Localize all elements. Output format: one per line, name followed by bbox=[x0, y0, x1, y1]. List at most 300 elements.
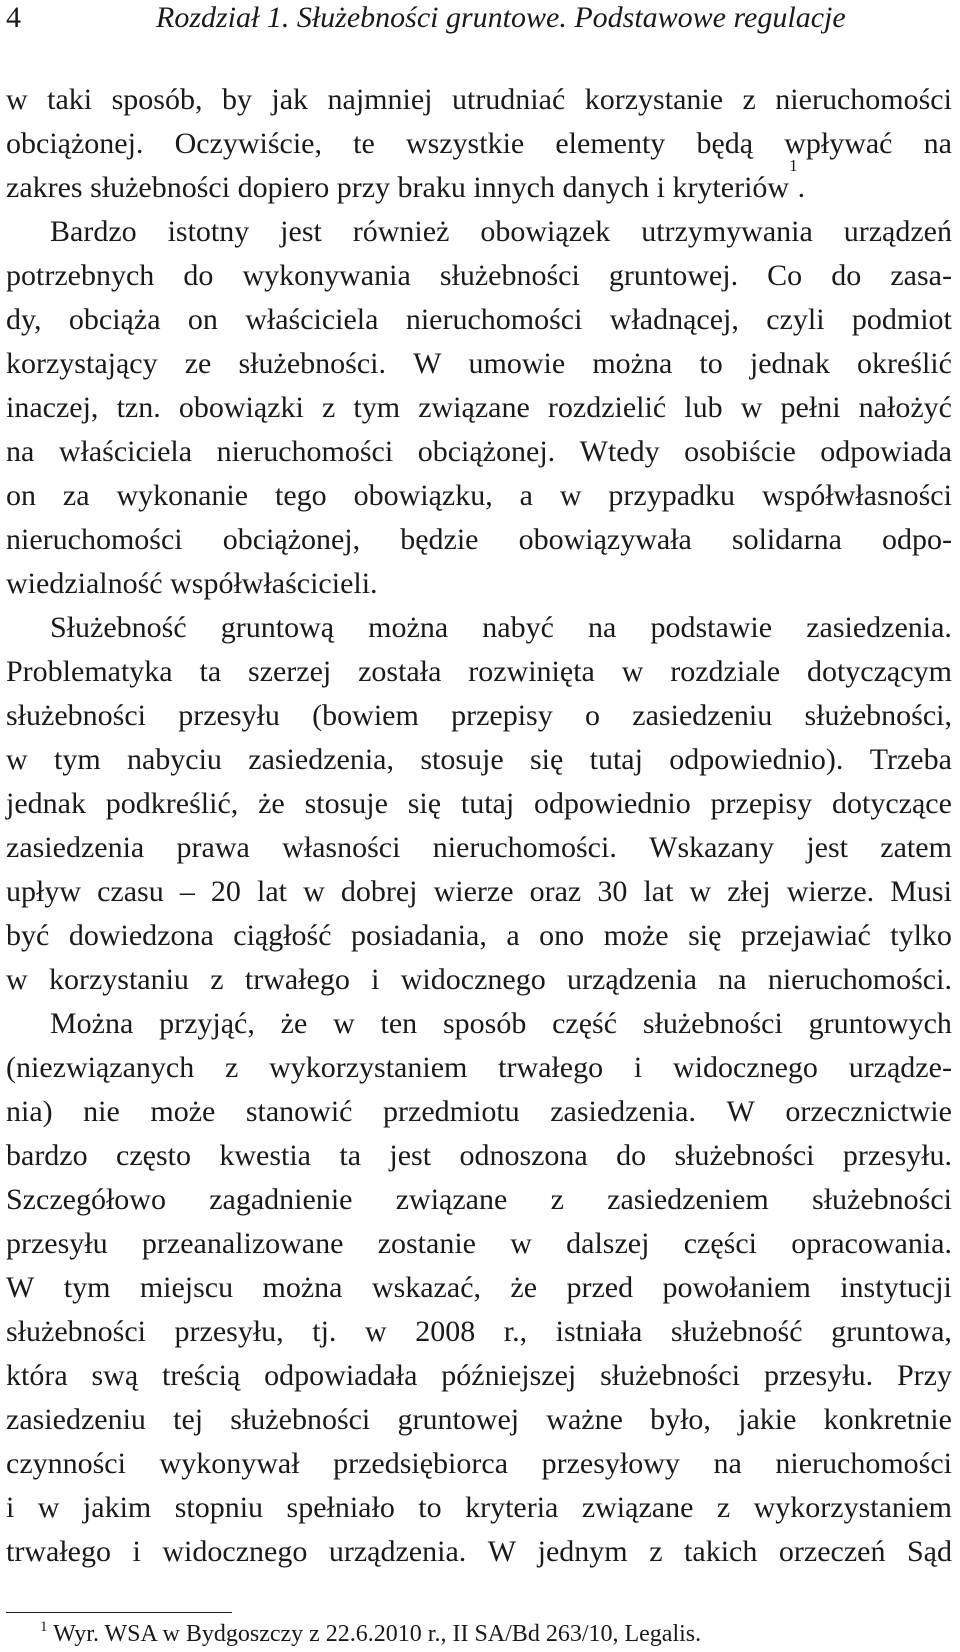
word: szerzej bbox=[247, 655, 332, 688]
word: prawa bbox=[176, 831, 250, 864]
word: tutaj bbox=[589, 743, 643, 776]
word: w bbox=[510, 1227, 532, 1260]
word: w bbox=[621, 655, 644, 688]
word: odpowiada bbox=[820, 435, 952, 468]
word: w bbox=[6, 743, 28, 776]
word: że bbox=[280, 1007, 308, 1040]
word: dotyczącym bbox=[806, 655, 952, 688]
word: w bbox=[689, 875, 712, 908]
word: wskazać, bbox=[371, 1271, 482, 1304]
word: w bbox=[6, 963, 28, 996]
word: widocznego bbox=[162, 1535, 308, 1568]
text-line bbox=[6, 342, 952, 386]
word: 30 bbox=[597, 875, 628, 908]
text-line bbox=[6, 1442, 952, 1486]
word: stanowić bbox=[245, 1095, 353, 1128]
word: związane bbox=[395, 1183, 508, 1216]
word: trwałego bbox=[6, 1535, 111, 1568]
word: w bbox=[364, 1315, 387, 1348]
word: wykorzystaniem bbox=[269, 1051, 468, 1084]
word: powołaniem bbox=[662, 1271, 811, 1304]
word: orzecznictwie bbox=[785, 1095, 952, 1128]
word: tym bbox=[353, 391, 401, 424]
text-line bbox=[6, 1486, 952, 1530]
word: tym bbox=[63, 1271, 111, 1304]
word: odpowiednio). bbox=[669, 743, 844, 776]
footnote bbox=[40, 1620, 701, 1648]
word: nieruchomości bbox=[216, 435, 394, 468]
word: trwałego bbox=[498, 1051, 604, 1084]
word: obowiązku, bbox=[353, 479, 493, 512]
word: ten bbox=[380, 1007, 418, 1040]
word: można bbox=[368, 611, 449, 644]
word: część bbox=[552, 1007, 618, 1040]
word: która bbox=[6, 1359, 68, 1392]
word: umowie bbox=[468, 347, 566, 380]
word: wszystkie bbox=[405, 127, 525, 160]
word: nieruchomości bbox=[6, 523, 183, 556]
text-line bbox=[6, 156, 952, 210]
word: w bbox=[559, 479, 582, 512]
word: upływ bbox=[6, 875, 81, 908]
footnote-reference: 1 bbox=[789, 156, 798, 175]
word: taki bbox=[47, 83, 93, 116]
word: z bbox=[742, 83, 756, 116]
word: została bbox=[358, 655, 442, 688]
word: na bbox=[923, 127, 952, 160]
word: zagadnienie bbox=[209, 1183, 353, 1216]
word: zasiedzenia. bbox=[806, 611, 952, 644]
word: utrudniać bbox=[451, 83, 566, 116]
word: posiadania, bbox=[351, 919, 487, 952]
text-line bbox=[6, 474, 952, 518]
page-number: 4 bbox=[6, 1, 21, 34]
text-line bbox=[6, 1178, 952, 1222]
word: własności bbox=[282, 831, 401, 864]
word: konkretnie bbox=[823, 1403, 952, 1436]
text-line bbox=[6, 518, 952, 562]
word: związane bbox=[581, 1491, 694, 1524]
word: potrzebnych bbox=[6, 259, 155, 292]
word: wykonywał bbox=[159, 1447, 300, 1480]
word: jednym bbox=[537, 1535, 628, 1568]
footnote-text: Wyr. WSA w Bydgoszczy z 22.6.2010 r., II SA/Bd 263/10, Legalis. bbox=[47, 1621, 702, 1647]
text-line bbox=[6, 1134, 952, 1178]
page-header bbox=[6, 0, 952, 40]
word: stosuje bbox=[420, 743, 504, 776]
word: tutaj bbox=[460, 787, 515, 820]
word: nabyć bbox=[482, 611, 554, 644]
word: obowiązywała bbox=[518, 523, 692, 556]
word: (niezwiązanych bbox=[6, 1051, 195, 1084]
text-line bbox=[6, 1398, 952, 1442]
word: bardzo bbox=[6, 1139, 88, 1172]
word: 2008 bbox=[415, 1315, 476, 1348]
word: opracowania. bbox=[791, 1227, 952, 1260]
word: zasiedzenia. bbox=[550, 1095, 696, 1128]
word: nieruchomości bbox=[775, 83, 952, 116]
word: w bbox=[303, 875, 325, 908]
word: służebności bbox=[6, 1315, 146, 1348]
word: części bbox=[683, 1227, 757, 1260]
text-line bbox=[6, 782, 952, 826]
word: ze bbox=[184, 347, 212, 380]
word: z bbox=[649, 1535, 663, 1568]
word: lub bbox=[684, 391, 723, 424]
word: wierze bbox=[433, 875, 514, 908]
word: może bbox=[603, 919, 669, 952]
word: Problematyka bbox=[6, 655, 173, 688]
text-line bbox=[6, 1354, 952, 1398]
word: za bbox=[62, 479, 90, 512]
word: podmiot bbox=[851, 303, 952, 336]
text-line bbox=[6, 1002, 952, 1046]
word: te bbox=[353, 127, 375, 160]
word: na bbox=[6, 435, 35, 468]
word: w bbox=[333, 1007, 355, 1040]
text-line bbox=[6, 1222, 952, 1266]
word: wpływać bbox=[784, 127, 893, 160]
word: i bbox=[132, 1535, 141, 1568]
word: z bbox=[716, 1491, 731, 1524]
word: przedsiębiorca bbox=[333, 1447, 509, 1480]
word: właściciela bbox=[58, 435, 193, 468]
word: przesyłu bbox=[6, 1227, 108, 1260]
word: zostanie bbox=[377, 1227, 476, 1260]
word: wierze. bbox=[786, 875, 875, 908]
word: rozwinięta bbox=[468, 655, 595, 688]
word: jednak bbox=[6, 787, 86, 820]
word: Musi bbox=[890, 875, 952, 908]
word: podkreślić, bbox=[105, 787, 239, 820]
word: W bbox=[487, 1535, 517, 1568]
word: dobrej bbox=[340, 875, 418, 908]
word: i bbox=[633, 1051, 643, 1084]
word: przesyłu. bbox=[842, 1139, 952, 1172]
word: być bbox=[6, 919, 50, 952]
word: obciążonej. bbox=[6, 127, 144, 160]
word: na bbox=[718, 963, 747, 996]
word: z bbox=[550, 1183, 564, 1216]
word: służebności bbox=[812, 1183, 952, 1216]
word: dy, bbox=[6, 303, 42, 336]
word: i bbox=[371, 963, 380, 996]
word: (bowiem bbox=[312, 699, 419, 732]
word: dotyczące bbox=[832, 787, 952, 820]
word: instytucji bbox=[840, 1271, 952, 1304]
word: służebności bbox=[600, 1359, 741, 1392]
word: ciągłość bbox=[233, 919, 332, 952]
word: służebności bbox=[674, 1139, 815, 1172]
word: w bbox=[740, 391, 763, 424]
word: treścią bbox=[162, 1359, 241, 1392]
text-line bbox=[6, 1310, 952, 1354]
word: przesyłu. bbox=[763, 1359, 874, 1392]
word: lat bbox=[257, 875, 287, 908]
word: przedmiotu bbox=[383, 1095, 520, 1128]
word: nieruchomości. bbox=[432, 831, 617, 864]
word: w bbox=[6, 83, 28, 116]
word: nałożyć bbox=[858, 391, 952, 424]
word: podstawie bbox=[650, 611, 773, 644]
word: Przy bbox=[896, 1359, 952, 1392]
word: zasiedzenia, bbox=[248, 743, 394, 776]
word: współwłasności bbox=[761, 479, 952, 512]
word: to bbox=[418, 1491, 442, 1524]
word: korzystający bbox=[6, 347, 158, 380]
word: rozdziale bbox=[670, 655, 781, 688]
text-line bbox=[6, 958, 952, 1002]
word: a bbox=[519, 479, 533, 512]
word: przepisy bbox=[451, 699, 553, 732]
word: tj. bbox=[312, 1315, 337, 1348]
word: istniała bbox=[555, 1315, 643, 1348]
text-line bbox=[6, 1046, 952, 1090]
word: o bbox=[585, 699, 601, 732]
word: późniejszej bbox=[441, 1359, 577, 1392]
text-line bbox=[6, 870, 952, 914]
word: swą bbox=[91, 1359, 139, 1392]
word: Bardzo bbox=[50, 215, 137, 248]
word: Można bbox=[50, 1007, 134, 1040]
word: nieruchomości bbox=[775, 1447, 952, 1480]
word: urządzenia bbox=[567, 963, 697, 996]
word: przepisy bbox=[710, 787, 813, 820]
text-line bbox=[6, 298, 952, 342]
word: gruntowych bbox=[808, 1007, 952, 1040]
word: rozdzielić bbox=[547, 391, 667, 424]
word: Oczywiście, bbox=[174, 127, 322, 160]
word: gruntowa, bbox=[831, 1315, 952, 1348]
word: Służebność bbox=[50, 611, 187, 644]
word: odpowiadała bbox=[264, 1359, 418, 1392]
word: złej bbox=[727, 875, 771, 908]
word: na bbox=[713, 1447, 742, 1480]
word: spełniało bbox=[286, 1491, 395, 1524]
word: utrzymywania bbox=[641, 215, 813, 248]
text-line bbox=[6, 562, 952, 606]
word: kwestia bbox=[219, 1139, 311, 1172]
word: jednak bbox=[749, 347, 830, 380]
word: miejscu bbox=[139, 1271, 234, 1304]
word: oraz bbox=[529, 875, 582, 908]
word: sposób bbox=[442, 1007, 527, 1040]
word: zasiedzenia bbox=[6, 831, 145, 864]
word: najmniej bbox=[327, 83, 433, 116]
word: służebności, bbox=[804, 699, 952, 732]
word: przesyłu bbox=[178, 699, 280, 732]
word: ono bbox=[539, 919, 585, 952]
word: W bbox=[6, 1271, 35, 1304]
word: do bbox=[183, 259, 214, 292]
word: również bbox=[352, 215, 450, 248]
word: zasiedzeniem bbox=[607, 1183, 769, 1216]
word: ta bbox=[199, 655, 222, 688]
word: przesyłu, bbox=[174, 1315, 284, 1348]
text-line bbox=[6, 914, 952, 958]
word: jakim bbox=[82, 1491, 152, 1524]
word: wykorzystaniem bbox=[753, 1491, 952, 1524]
word: służebności bbox=[642, 1007, 783, 1040]
word: przesyłowy bbox=[541, 1447, 680, 1480]
word: związane bbox=[418, 391, 530, 424]
text-line bbox=[6, 1266, 952, 1310]
word: tzn. bbox=[116, 391, 161, 424]
word: jest bbox=[389, 1139, 432, 1172]
word: jest bbox=[806, 831, 849, 864]
word: służebności bbox=[230, 1403, 371, 1436]
word: z bbox=[210, 963, 224, 996]
word: ta bbox=[339, 1139, 362, 1172]
word: lat bbox=[643, 875, 674, 908]
word: 20 bbox=[210, 875, 241, 908]
word: to bbox=[699, 347, 723, 380]
word: on bbox=[6, 479, 36, 512]
word: się bbox=[529, 743, 564, 776]
text-line bbox=[6, 694, 952, 738]
word: gruntowej bbox=[397, 1403, 520, 1436]
word: obowiązek bbox=[480, 215, 611, 248]
word: stosuje bbox=[304, 787, 388, 820]
word: służebność bbox=[670, 1315, 803, 1348]
word: wykonywania bbox=[242, 259, 411, 292]
word: można bbox=[592, 347, 673, 380]
word: zatem bbox=[880, 831, 952, 864]
word: trwałego bbox=[244, 963, 350, 996]
line-text: zakres służebności dopiero przy braku innych danych i kryteriów bbox=[6, 171, 790, 204]
text-line bbox=[6, 430, 952, 474]
word: się bbox=[688, 919, 722, 952]
word: pełni bbox=[780, 391, 841, 424]
word: obciąża bbox=[68, 303, 161, 336]
word: urządze- bbox=[848, 1051, 952, 1084]
text-line bbox=[6, 650, 952, 694]
word: obciążonej. bbox=[417, 435, 556, 468]
word: tylko bbox=[890, 919, 952, 952]
word: często bbox=[116, 1139, 191, 1172]
word: elementy bbox=[555, 127, 666, 160]
word: jest bbox=[280, 215, 322, 248]
word: przed bbox=[566, 1271, 634, 1304]
word: orzeczeń bbox=[778, 1535, 886, 1568]
word: dowiedzona bbox=[68, 919, 214, 952]
word: odpowiednio bbox=[534, 787, 691, 820]
word: Trzeba bbox=[869, 743, 952, 776]
word: do bbox=[616, 1139, 647, 1172]
word: tego bbox=[275, 479, 327, 512]
text-line bbox=[6, 826, 952, 870]
word: przypadku bbox=[608, 479, 736, 512]
word: się bbox=[407, 787, 442, 820]
word: obciążonej, bbox=[222, 523, 361, 556]
word: istotny bbox=[167, 215, 250, 248]
word: czyli bbox=[766, 303, 825, 336]
word: odnoszona bbox=[459, 1139, 588, 1172]
word: wykonanie bbox=[116, 479, 249, 512]
word: że bbox=[258, 787, 285, 820]
word: korzystaniu bbox=[48, 963, 189, 996]
text-line bbox=[6, 738, 952, 782]
text-line bbox=[6, 606, 952, 650]
word: ważne bbox=[546, 1403, 623, 1436]
word: nieruchomości bbox=[405, 303, 583, 336]
word: przejawiać bbox=[740, 919, 871, 952]
line-text: wiedzialność współwłaścicieli. bbox=[6, 567, 378, 600]
word: urządzenia. bbox=[328, 1535, 467, 1568]
word: w bbox=[37, 1491, 60, 1524]
word: takich bbox=[684, 1535, 758, 1568]
word: sposób, bbox=[111, 83, 203, 116]
word: inaczej, bbox=[6, 391, 99, 424]
word: służebności. bbox=[238, 347, 386, 380]
word: służebności bbox=[6, 699, 146, 732]
word: zasa- bbox=[890, 259, 952, 292]
word: widocznego bbox=[400, 963, 546, 996]
word: można bbox=[262, 1271, 343, 1304]
word: obowiązki bbox=[178, 391, 304, 424]
word: czasu bbox=[97, 875, 164, 908]
word: Co bbox=[767, 259, 803, 292]
word: że bbox=[510, 1271, 538, 1304]
word: jak bbox=[271, 83, 309, 116]
word: zasiedzeniu bbox=[6, 1403, 146, 1436]
word: będą bbox=[696, 127, 754, 160]
word: służebności bbox=[439, 259, 580, 292]
word: a bbox=[506, 919, 520, 952]
line-tail: . bbox=[797, 171, 806, 204]
word: gruntowej. bbox=[608, 259, 739, 292]
word: władnącej, bbox=[609, 303, 739, 336]
text-line bbox=[6, 210, 952, 254]
text-line bbox=[6, 386, 952, 430]
word: Wskazany bbox=[649, 831, 775, 864]
word: przeanalizowane bbox=[141, 1227, 344, 1260]
running-head: Rozdział 1. Służebności gruntowe. Podstawowe regulacje bbox=[156, 1, 846, 34]
word: Szczegółowo bbox=[6, 1183, 166, 1216]
word: kryteria bbox=[465, 1491, 559, 1524]
word: do bbox=[831, 259, 862, 292]
word: stopniu bbox=[174, 1491, 264, 1524]
word: nieruchomości. bbox=[767, 963, 952, 996]
word: by bbox=[221, 83, 252, 116]
word: odpo- bbox=[881, 523, 952, 556]
word: gruntową bbox=[220, 611, 335, 644]
word: Sąd bbox=[907, 1535, 952, 1568]
word: jakie bbox=[738, 1403, 797, 1436]
word: korzystanie bbox=[584, 83, 724, 116]
word: określić bbox=[856, 347, 952, 380]
word: nia) bbox=[6, 1095, 53, 1128]
word: nabyciu bbox=[126, 743, 222, 776]
word: będzie bbox=[400, 523, 479, 556]
word: on bbox=[187, 303, 218, 336]
word: czynności bbox=[6, 1447, 126, 1480]
word: tym bbox=[53, 743, 101, 776]
word: widocznego bbox=[672, 1051, 818, 1084]
word: właściciela bbox=[245, 303, 379, 336]
text-line bbox=[6, 78, 952, 122]
word: r., bbox=[503, 1315, 528, 1348]
text-line bbox=[6, 122, 952, 166]
body-text bbox=[6, 78, 952, 1574]
word: na bbox=[588, 611, 617, 644]
word: Wtedy bbox=[579, 435, 660, 468]
word: z bbox=[321, 391, 336, 424]
word: nie bbox=[83, 1095, 120, 1128]
word: solidarna bbox=[731, 523, 842, 556]
word: z bbox=[224, 1051, 239, 1084]
word: – bbox=[179, 875, 195, 908]
